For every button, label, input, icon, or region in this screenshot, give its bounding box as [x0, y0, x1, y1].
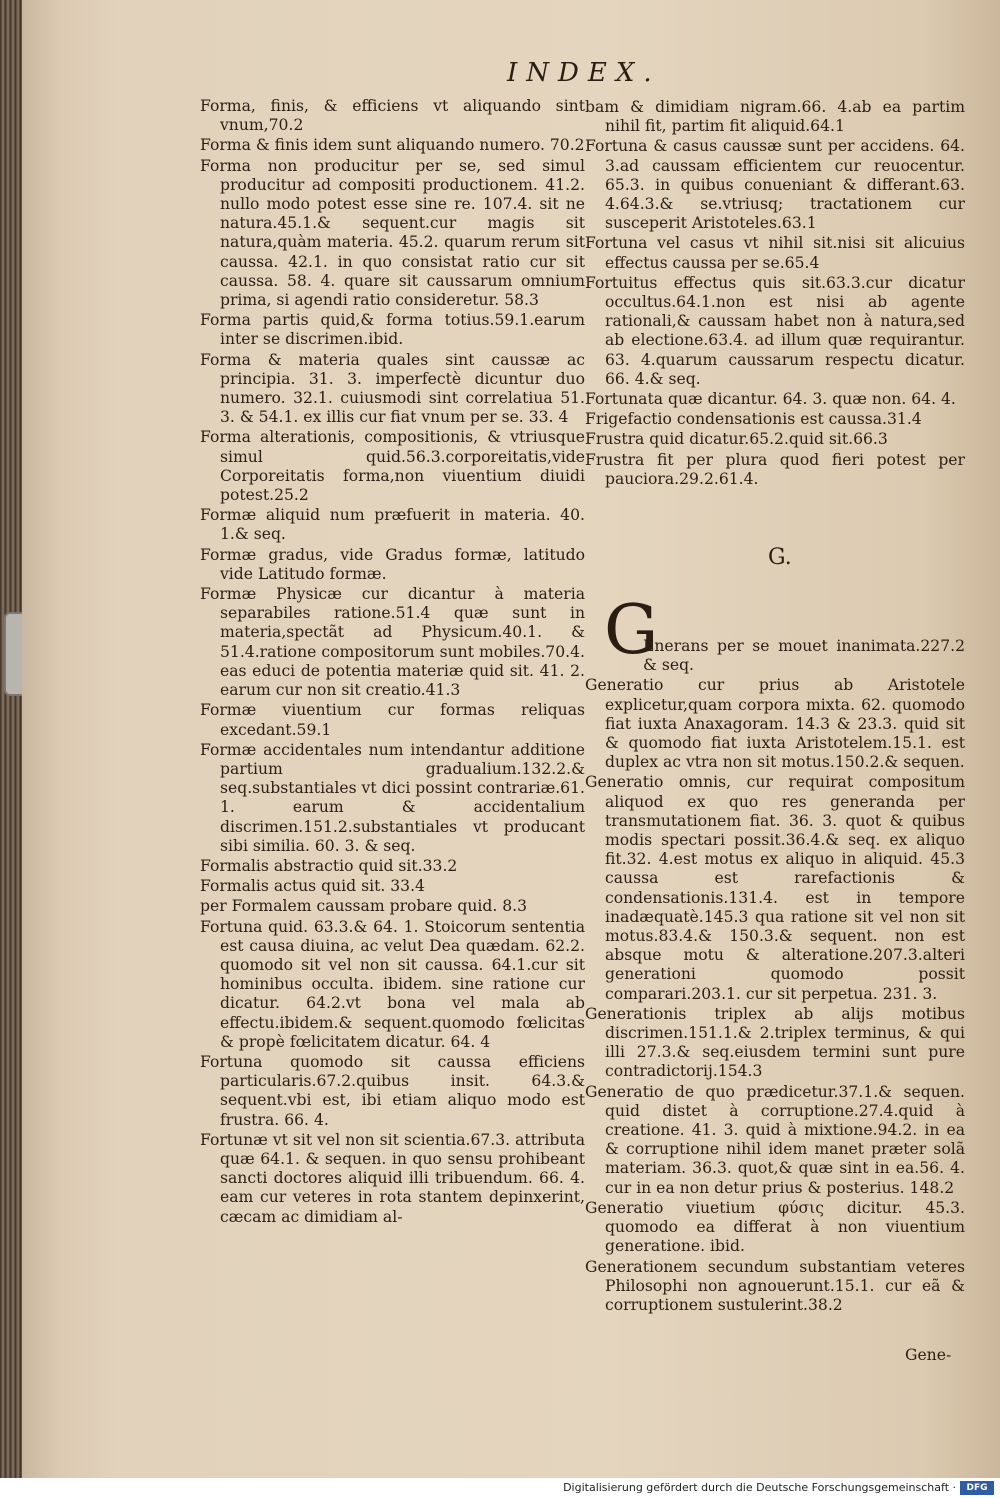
index-entry: Formæ aliquid num præfuerit in materia. 40. 1.& seq.	[200, 506, 585, 544]
index-entry: Generatio viuetium φύσις dicitur. 45.3. quomodo ea differat à non viuentium generatione. ibid.	[585, 1198, 965, 1256]
index-entry: Frigefactio condensationis est caussa.31.4	[585, 410, 922, 429]
left-column	[200, 97, 585, 1228]
index-entry: Formæ gradus, vide Gradus formæ, latitudo vide Latitudo formæ.	[200, 545, 585, 583]
index-entry: Frustra fit per plura quod fieri potest per pauciora.29.2.61.4.	[585, 450, 965, 488]
index-entry: Fortuna quid. 63.3.& 64. 1. Stoicorum sententia est causa diuina, ac velut Dea quædam. 62.2. quomodo sit vel non sit caussa. 64.1.cur sit hominibus occulta. ibidem. sine ratione cur dicatur. 64.2.vt bona vel mala ab effectu.ibidem.& sequent.quomodo fœlicitas & propè fœlicitatem dicatur. 64. 4	[200, 917, 585, 1051]
right-column	[585, 98, 965, 490]
index-entry: Fortuna & casus caussæ sunt per accidens. 64. 3.ad caussam efficientem cur reuocentur. 65.3. in quibus conueniant & differant.63. 4.64.3.& se.vtriusq; tractationem cur susceperit Aristoteles.63.1	[585, 137, 965, 233]
index-entry: Fortunæ vt sit vel non sit scientia.67.3. attributa quæ 64.1. & sequen. in quo sensu prohibeant sancti doctores aliquid illi tribuendum. 66. 4. eam cur veteres in rota stantem depinxerint, cæcam ac dimidiam al-	[200, 1130, 585, 1226]
index-entry: Forma & finis idem sunt aliquando numero. 70.2	[200, 136, 585, 155]
index-entry: Fortuna quomodo sit caussa efficiens particularis.67.2.quibus insit. 64.3.& sequent.vbi est, ibi etiam aliquo modo est frustra. 66. 4.	[200, 1052, 585, 1129]
index-entry: Formæ viuentium cur formas reliquas excedant.59.1	[200, 701, 585, 739]
index-entry: Forma, finis, & efficiens vt aliquando sint vnum,70.2	[200, 97, 585, 135]
index-entry: Generationis triplex ab alijs motibus discrimen.151.1.& 2.triplex terminus, & qui illi 27.3.& seq.eiusdem termini sunt pure contradictorij.154.3	[585, 1004, 965, 1081]
index-entry: Fortuna vel casus vt nihil sit.nisi sit alicuius effectus caussa per se.65.4	[585, 234, 965, 272]
index-entry: Forma & materia quales sint caussæ ac principia. 31. 3. imperfectè dicuntur duo numero. 32.1. cuiusmodi sint correlatiua 51. 3. & 54.1. ex illis cur fiat vnum per se. 33. 4	[200, 350, 585, 427]
index-entry: bam & dimidiam nigram.66. 4.ab ea partim nihil fit, partim fit aliquid.64.1	[585, 98, 965, 136]
index-entry: Generatio cur prius ab Aristotele explicetur,quam corpora mixta. 62. quomodo fiat iuxta Anaxagoram. 14.3 & 23.3. quid sit & quomodo fiat iuxta Aristotelem.15.1. est duplex ac vtra non sit motus.150.2.& sequen.	[585, 676, 965, 772]
footer-credit: Digitalisierung gefördert durch die Deutsche Forschungsgemeinschaft ·	[563, 1481, 956, 1494]
index-entry: Formæ Physicæ cur dicantur à materia separabiles ratione.51.4 quæ sunt in materia,spectãt ad Physicum.40.1. & 51.4.ratione compositorum sunt mobiles.70.4. eas educi de potentia materiæ quid sit. 41. 2. earum cur non sit creatio.41.3	[200, 585, 585, 700]
section-g-entries	[585, 637, 965, 1316]
index-entry: Formalis actus quid sit. 33.4	[200, 877, 425, 896]
index-entry: Forma non producitur per se, sed simul producitur ad compositi productionem. 41.2. nullo modo potest esse sine re. 107.4. sit ne natura.45.1.& sequent.cur magis sit natura,quàm materia. 45.2. quarum rerum sit caussa. 42.1. in quo consistat ratio cur sit caussa. 58. 4. quare sit caussarum omnium prima, si agendi ratio consideretur. 58.3	[200, 156, 585, 310]
index-entry: Frustra quid dicatur.65.2.quid sit.66.3	[585, 430, 888, 449]
index-entry: Forma alterationis, compositionis, & vtriusque simul quid.56.3.corporeitatis,vide Corporeitatis forma,non viuentium diuidi potest.25.2	[200, 428, 585, 505]
index-entry: Fortunata quæ dicantur. 64. 3. quæ non. 64. 4.	[585, 390, 956, 409]
index-entry: Generatio omnis, cur requirat compositum aliquod ex quo res generanda per transmutationem fiat. 36. 3. quot & quibus modis spectari possit.36.4.& seq. ex aliquo fit.32. 4.est motus ex aliquo in aliquid. 45.3 caussa est rarefactionis & condensationis.131.4. est in tempore inadæquatè.145.3 qua ratione sit vel non sit motus.83.4.& 150.3.& sequent. non est absque motu & alteratione.207.3.alteri generationi quomodo possit comparari.203.1. cur sit perpetua. 231. 3.	[585, 773, 965, 1003]
index-entry: Forma partis quid,& forma totius.59.1.earum inter se discrimen.ibid.	[200, 311, 585, 349]
index-entry: Fortuitus effectus quis sit.63.3.cur dicatur occultus.64.1.non est nisi ab agente rationali,& caussam habet non à natura,sed ab electione.63.4. ad illum quæ requirantur. 63. 4.quarum caussarum respectu dicatur. 66. 4.& seq.	[585, 273, 965, 388]
drop-cap-letter: G	[604, 591, 659, 670]
index-entry: per Formalem caussam probare quid. 8.3	[200, 897, 528, 916]
index-entry: Formalis abstractio quid sit.33.2	[200, 856, 458, 875]
index-entry: Generationem secundum substantiam veteres Philosophi non agnouerunt.15.1. cur eã & corruptionem sustulerint.38.2	[585, 1257, 965, 1314]
running-head: INDEX.	[507, 58, 661, 88]
index-entry: Formæ accidentales num intendantur additione partium gradualium.132.2.& seq.substantiales vt dici possint contrariæ.61. 1. earum & accidentalium discrimen.151.2.substantiales vt producant sibi similia. 60. 3. & seq.	[200, 740, 585, 855]
section-letter: G.	[768, 545, 792, 570]
index-entry: Generatio de quo prædicetur.37.1.& sequen. quid distet à corruptione.27.4.quid à creatione. 41. 3. quid à mixtione.94.2. in ea & corruptione nihil idem manet præter solã materiam. 36.3. quot,& quæ sint in ea.56. 4. cur in ea non detur prius & posterius. 148.2	[585, 1082, 965, 1197]
index-entry: Enerans per se mouet inanimata.227.2 & seq.	[643, 637, 965, 675]
catchword: Gene-	[905, 1346, 952, 1364]
book-edge	[0, 0, 22, 1478]
digitization-footer	[0, 1478, 1000, 1498]
dfg-logo: DFG	[960, 1481, 994, 1495]
